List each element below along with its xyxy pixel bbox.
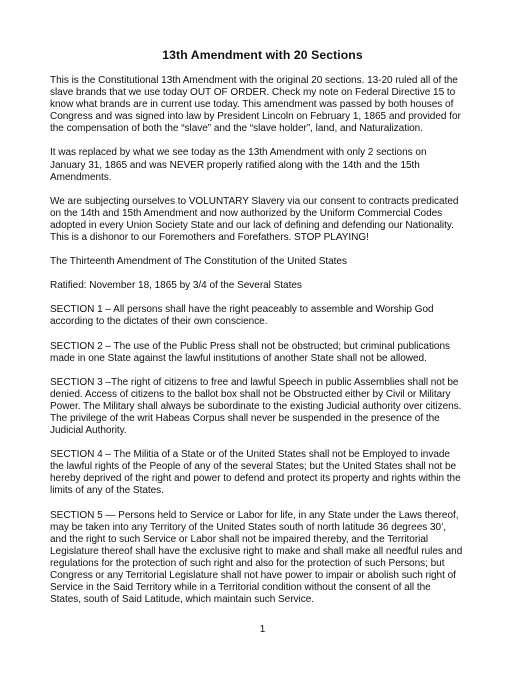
text-line: Power. The Military shall always be subordinate to the existing Judicial authority over citizens. — [50, 400, 462, 412]
text-line: adopted in every Union Society State and our lack of defining and defending our Nationality. — [50, 219, 454, 231]
text-line: know what brands are in current use today. This amendment was passed by both houses of — [50, 99, 454, 111]
text-line: SECTION 2 – The use of the Public Press shall not be obstructed; but criminal publications — [50, 340, 450, 352]
text-line: slave brands that we use today OUT OF ORDER. Check my note on Federal Directive 15 to — [50, 87, 456, 99]
text-line: SECTION 3 –The right of citizens to free and lawful Speech in public Assemblies shall not be — [50, 376, 459, 388]
text-line: the compensation of both the “slave” and the “slave holder”, land, and Naturalization. — [50, 123, 423, 135]
text-line: SECTION 1 – All persons shall have the right peaceably to assemble and Worship God — [50, 304, 434, 316]
text-line: We are subjecting ourselves to VOLUNTARY Slavery via our consent to contracts predicated — [50, 195, 459, 207]
section-2 — [50, 341, 488, 365]
text-line: States, south of Said Latitude, which maintain such Service. — [50, 594, 314, 606]
text-line: Judicial Authority. — [50, 425, 127, 437]
text-line: This is the Constitutional 13th Amendment with the original 20 sections. 13-20 ruled all of the — [50, 75, 458, 86]
page-number: 1 — [259, 624, 266, 635]
text-line: regulations for the protection of such right and also for the protection of such Persons; but — [50, 557, 445, 569]
text-line: according to the dictates of their own conscience. — [50, 316, 268, 328]
section-4 — [50, 449, 488, 497]
amendment-heading — [50, 256, 488, 268]
text-line: on the 14th and 15th Amendment and now authorized by the Uniform Commercial Codes — [50, 207, 443, 219]
replacement-paragraph — [50, 147, 488, 183]
text-line: limits of any of the States. — [50, 485, 164, 497]
text-line: SECTION 5 — Persons held to Service or Labor for life, in any State under the Laws thereof, — [50, 509, 459, 521]
section-3 — [50, 377, 488, 437]
voluntary-slavery-paragraph — [50, 196, 488, 244]
text-line: may be taken into any Territory of the United States south of north latitude 36 degrees 30’, — [50, 521, 447, 533]
text-line: Service in the Said Territory while in a Territorial condition without the consent of all the — [50, 582, 431, 594]
text-line: Legislature thereof shall have the exclusive right to make and shall make all needful rules and — [50, 545, 463, 557]
text-line: and the right to such Service or Labor shall not be impaired thereby, and the Territorial — [50, 533, 429, 545]
text-line: It was replaced by what we see today as the 13th Amendment with only 2 sections on — [50, 147, 427, 159]
document-title: 13th Amendment with 20 Sections — [162, 48, 363, 62]
ratified-line — [50, 280, 488, 292]
text-line: Congress and was signed into law by President Lincoln on February 1, 1865 and provided for — [50, 111, 461, 123]
section-5 — [50, 510, 488, 607]
text-line: Amendments. — [50, 171, 112, 183]
text-line: made in one State against the lawful institutions of another State shall not be allowed. — [50, 352, 427, 364]
text-line: the lawful rights of the People of any of the several States; but the United States shall not be — [50, 461, 457, 473]
text-line: January 31, 1865 and was NEVER properly ratified along with the 14th and the 15th — [50, 159, 420, 171]
text-line: hereby deprived of the right and power to defend and protect its property and rights within the — [50, 473, 461, 485]
text-line: denied. Access of citizens to the ballot box shall not be Obstructed either by Civil or Military — [50, 388, 451, 400]
document-body — [50, 75, 488, 618]
text-line: The Thirteenth Amendment of The Constitution of the United States — [50, 256, 347, 268]
text-line: The privilege of the writ Habeas Corpus shall never be suspended in the presence of the — [50, 412, 440, 424]
intro-paragraph — [50, 75, 488, 135]
text-line: Ratified: November 18, 1865 by 3/4 of the Several States — [50, 280, 302, 292]
section-1 — [50, 304, 488, 328]
text-line: Congress or any Territorial Legislature shall not have power to impair or abolish such right of — [50, 570, 456, 581]
text-line: This is a dishonor to our Foremothers and Forefathers. STOP PLAYING! — [50, 232, 369, 244]
text-line: SECTION 4 – The Militia of a State or of the United States shall not be Employed to invade — [50, 449, 450, 461]
